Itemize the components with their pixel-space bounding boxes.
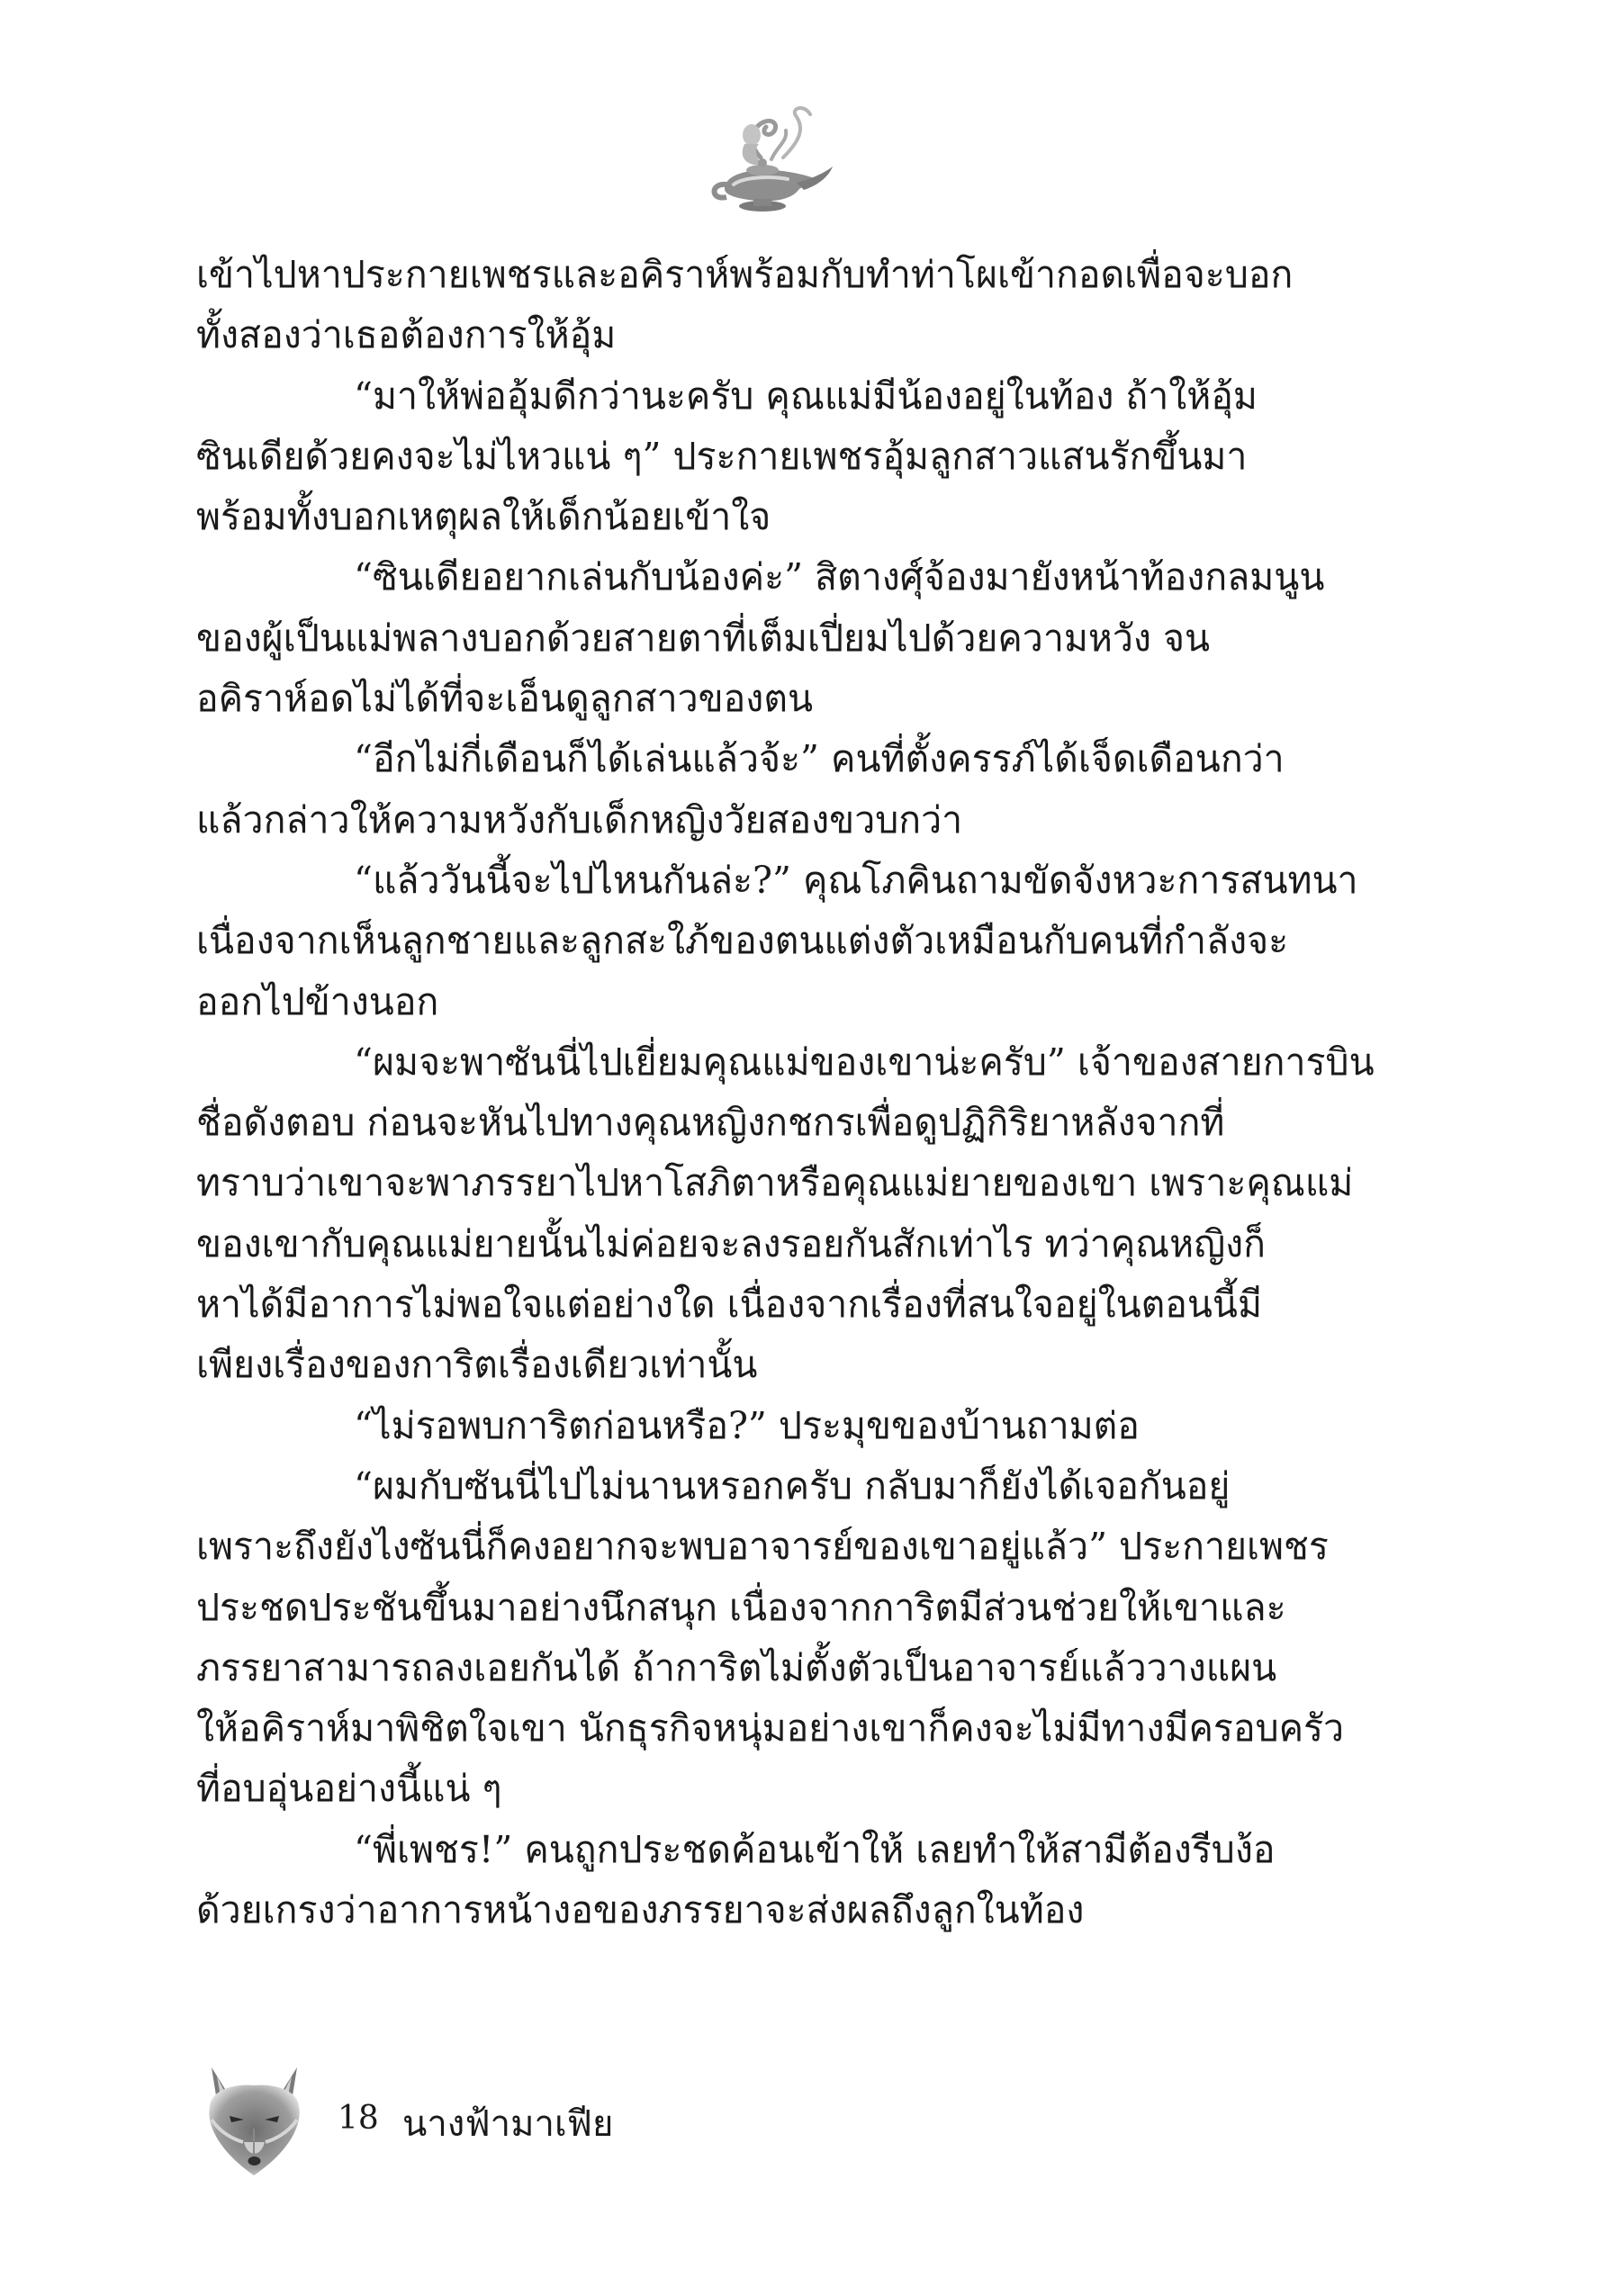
text-line: ภรรยาสามารถลงเอยกันได้ ถ้าการิตไม่ตั้งตัวเป็นอาจารย์แล้ววางแผน <box>196 1645 1277 1689</box>
text-line: เข้าไปหาประกายเพชรและอคิราห์พร้อมกับทำท่าโผเข้ากอดเพื่อจะบอก <box>196 253 1294 296</box>
text-line: ทราบว่าเขาจะพาภรรยาไปหาโสภิตาหรือคุณแม่ยายของเขา เพราะคุณแม่ <box>196 1161 1354 1205</box>
text-line: “ผมจะพาซันนี่ไปเยี่ยมคุณแม่ของเขาน่ะครับ” เจ้าของสายการบิน <box>354 1040 1375 1084</box>
text-line: “ผมกับซันนี่ไปไม่นานหรอกครับ กลับมาก็ยังได้เจอกันอยู่ <box>354 1463 1231 1508</box>
text-line: ชื่อดังตอบ ก่อนจะหันไปทางคุณหญิงกชกรเพื่อดูปฏิกิริยาหลังจากที่ <box>196 1101 1225 1145</box>
text-line: “อีกไม่กี่เดือนก็ได้เล่นแล้วจ้ะ” คนที่ตั้งครรภ์ได้เจ็ดเดือนกว่า <box>354 737 1285 781</box>
lamp-icon <box>698 95 842 230</box>
text-line: “ไม่รอพบการิตก่อนหรือ?” ประมุขของบ้านถามต่อ <box>354 1403 1140 1447</box>
page-footer <box>194 2057 1004 2183</box>
body-text <box>196 245 1375 1940</box>
book-title: นางฟ้ามาเฟีย <box>402 2103 614 2145</box>
text-line: “ซินเดียอยากเล่นกับน้องค่ะ” สิตางศุ์จ้องมายังหน้าท้องกลมนูน <box>354 555 1325 599</box>
text-line: ที่อบอุ่นอย่างนี้แน่ ๆ <box>196 1767 502 1811</box>
text-line: เพียงเรื่องของการิตเรื่องเดียวเท่านั้น <box>196 1343 758 1387</box>
text-line: ประชดประชันขึ้นมาอย่างนึกสนุก เนื่องจากการิตมีส่วนช่วยให้เขาและ <box>196 1585 1286 1629</box>
text-line: “แล้ววันนี้จะไปไหนกันล่ะ?” คุณโภคินถามขัดจังหวะการสนทนา <box>354 858 1358 902</box>
text-line: เพราะถึงยังไงซันนี่ก็คงอยากจะพบอาจารย์ของเขาอยู่แล้ว” ประกายเพชร <box>196 1525 1329 1569</box>
fox-icon <box>194 2057 315 2183</box>
text-line: พร้อมทั้งบอกเหตุผลให้เด็กน้อยเข้าใจ <box>196 495 771 539</box>
text-line: ซินเดียด้วยคงจะไม่ไหวแน่ ๆ” ประกายเพชรอุ้มลูกสาวแสนรักขึ้นมา <box>196 434 1248 478</box>
text-line: ของผู้เป็นแม่พลางบอกด้วยสายตาที่เต็มเปี่ยมไปด้วยความหวัง จน <box>196 616 1211 660</box>
text-line: ให้อคิราห์มาพิชิตใจเขา นักธุรกิจหนุ่มอย่างเขาก็คงจะไม่มีทางมีครอบครัว <box>196 1706 1345 1751</box>
text-line: ออกไปข้างนอก <box>196 979 439 1023</box>
text-line: “มาให้พ่ออุ้มดีกว่านะครับ คุณแม่มีน้องอยู่ในท้อง ถ้าให้อุ้ม <box>354 374 1258 418</box>
page-number: 18 <box>338 2100 379 2137</box>
text-line: ด้วยเกรงว่าอาการหน้างอของภรรยาจะส่งผลถึงลูกในท้อง <box>196 1888 1085 1932</box>
text-line: อคิราห์อดไม่ได้ที่จะเอ็นดูลูกสาวของตน <box>196 677 813 721</box>
text-line: ทั้งสองว่าเธอต้องการให้อุ้ม <box>196 313 617 357</box>
text-line: เนื่องจากเห็นลูกชายและลูกสะใภ้ของตนแต่งตัวเหมือนกับคนที่กำลังจะ <box>196 919 1289 963</box>
text-line: ของเขากับคุณแม่ยายนั้นไม่ค่อยจะลงรอยกันสักเท่าไร ทว่าคุณหญิงก็ <box>196 1221 1266 1265</box>
text-line: “พี่เพชร!” คนถูกประชดค้อนเข้าให้ เลยทำให้สามีต้องรีบง้อ <box>354 1827 1276 1871</box>
text-line: แล้วกล่าวให้ความหวังกับเด็กหญิงวัยสองขวบกว่า <box>196 797 963 842</box>
text-line: หาได้มีอาการไม่พอใจแต่อย่างใด เนื่องจากเรื่องที่สนใจอยู่ในตอนนี้มี <box>196 1283 1262 1327</box>
